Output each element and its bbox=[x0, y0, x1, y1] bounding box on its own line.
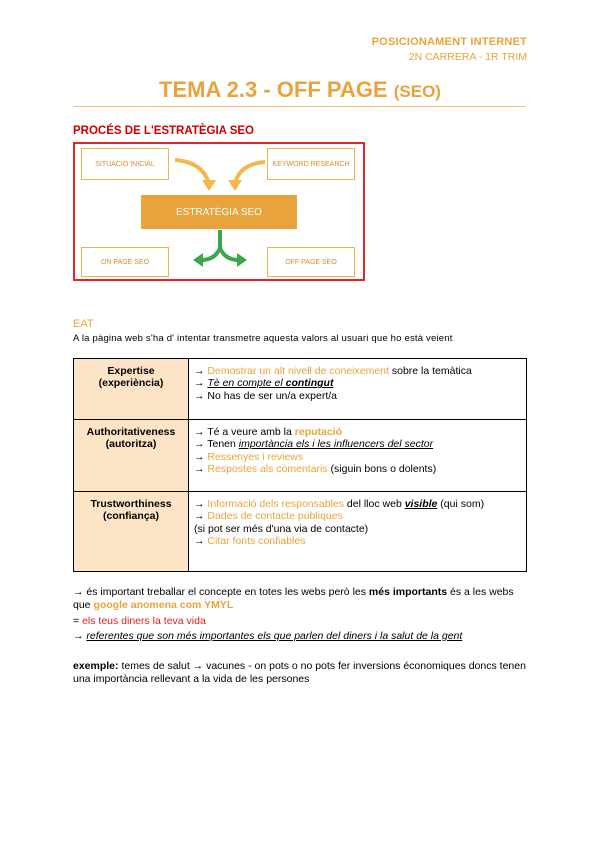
content-line: → Tè en compte el contingut bbox=[194, 377, 334, 390]
course-title: POSICIONAMENT INTERNET bbox=[371, 36, 527, 48]
content-line: → Dades de contacte públiques bbox=[194, 510, 343, 523]
page-title-main: TEMA 2.3 - OFF PAGE bbox=[159, 77, 388, 102]
row-label-name: Authoritativeness bbox=[86, 426, 176, 438]
page-title-suffix: (SEO) bbox=[393, 82, 441, 101]
box-on-page-seo: ON PAGE SEO bbox=[81, 247, 169, 277]
note-ymyl: → és important treballar el concepte en totes les webs però les més importants és a les webs que google anomena com YMYL bbox=[73, 586, 514, 611]
green-arrow-left bbox=[201, 248, 220, 260]
row-label-name: Expertise bbox=[107, 365, 155, 377]
table-row bbox=[74, 492, 527, 572]
row-label-name: Trustworthiness bbox=[90, 498, 172, 510]
content-line: → No has de ser un/a expert/a bbox=[194, 389, 337, 402]
eat-heading: EAT bbox=[73, 318, 94, 330]
example-label: exemple: bbox=[73, 660, 119, 672]
content-line: (si pot ser més d'una via de contacte) bbox=[194, 522, 369, 535]
row-label bbox=[74, 359, 189, 420]
content-line: → Té a veure amb la reputació bbox=[194, 426, 343, 438]
content-line: → Tenen importància els i les influencers del sector bbox=[194, 438, 434, 451]
row-label-translation: (experiència) bbox=[98, 377, 164, 389]
eat-table bbox=[73, 358, 527, 572]
title-divider bbox=[73, 106, 525, 107]
note-references: → referentes que son més importantes els que parlen del diners i la salut de la gent bbox=[73, 630, 463, 642]
arrow-from-initial-head bbox=[202, 180, 216, 191]
table-row bbox=[74, 359, 527, 420]
course-term: 2N CARRERA - 1R TRIM bbox=[408, 51, 527, 63]
arrow-from-keyword-head bbox=[228, 180, 242, 191]
content-line: → Citar fonts confiables bbox=[194, 535, 306, 548]
content-line: → Respostes als comentaris (siguin bons o dolents) bbox=[194, 463, 437, 476]
row-content bbox=[189, 492, 527, 572]
row-content bbox=[189, 359, 527, 420]
seo-process-diagram bbox=[73, 142, 365, 281]
green-arrow-left-head bbox=[193, 253, 203, 267]
green-arrow-right-head bbox=[237, 253, 247, 267]
box-initial-situation: SITUACIÓ INICIAL bbox=[81, 148, 169, 180]
process-heading: PROCÉS DE L'ESTRATÈGIA SEO bbox=[73, 125, 255, 137]
eat-subtitle: A la pàgina web s'ha d' intentar transmetre aquesta valors al usuari que ho està veient bbox=[73, 333, 453, 344]
note-ymyl-meaning: = els teus diners la teva vida bbox=[73, 615, 206, 627]
row-content bbox=[189, 420, 527, 492]
example-paragraph bbox=[73, 660, 533, 686]
row-label-translation: (confiança) bbox=[102, 510, 159, 522]
row-label bbox=[74, 420, 189, 492]
table-row bbox=[74, 420, 527, 492]
content-line: → Demostrar un alt nivell de coneixement sobre la temàtica bbox=[194, 365, 472, 377]
content-line: → Ressenyes i reviews bbox=[194, 450, 304, 463]
box-off-page-seo: OFF PAGE SEO bbox=[267, 247, 355, 277]
box-keyword-research: KEYWORD RESEARCH bbox=[267, 148, 355, 180]
row-label bbox=[74, 492, 189, 572]
example-text: temes de salut → vacunes - on pots o no pots fer inversions économiques doncs tenen una importància rellevant a la vida de les persones bbox=[73, 660, 526, 685]
content-line: → Informació dels responsables del lloc web visible (qui som) bbox=[194, 498, 485, 510]
green-arrow-right bbox=[220, 248, 239, 260]
box-seo-strategy: ESTRATÈGIA SEO bbox=[141, 195, 297, 229]
page-title bbox=[0, 77, 600, 103]
row-label-translation: (autoritza) bbox=[105, 438, 157, 450]
